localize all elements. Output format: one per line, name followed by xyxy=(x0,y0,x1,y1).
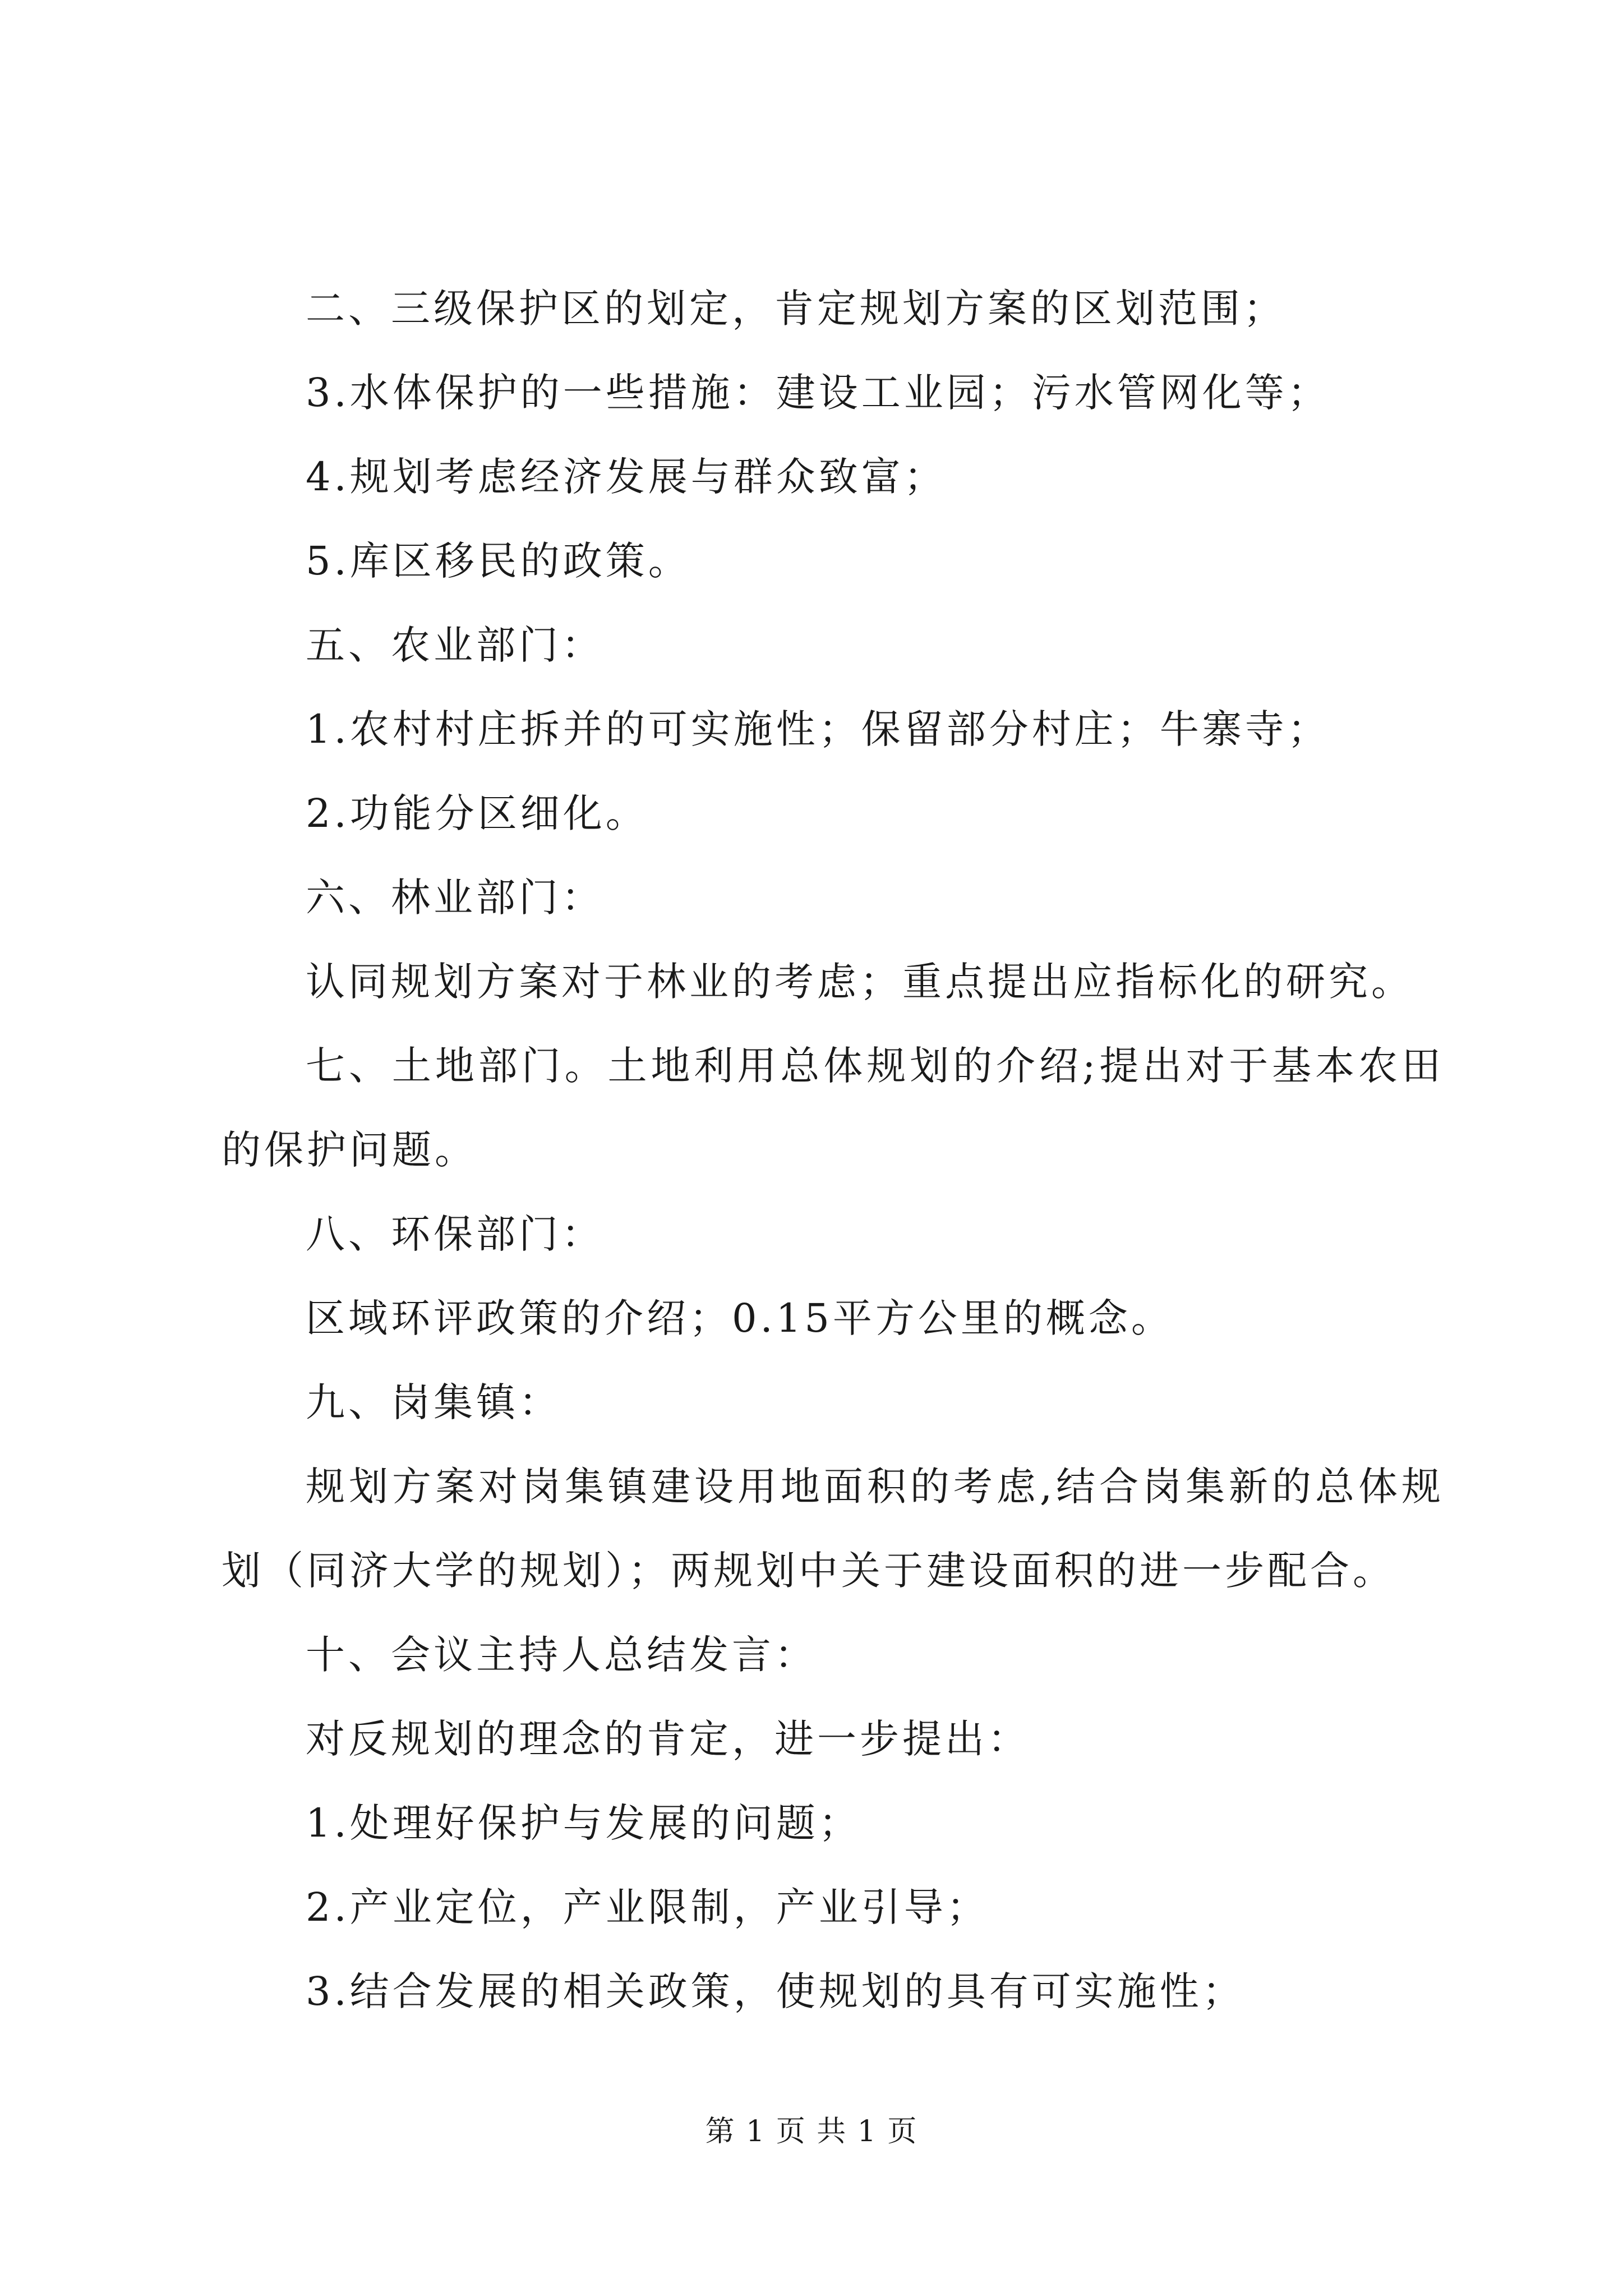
section-heading: 五、农业部门： xyxy=(306,622,604,668)
paragraph: 3.结合发展的相关政策，使规划的具有可实施性； xyxy=(306,1968,1245,2014)
paragraph: 5.库区移民的政策。 xyxy=(306,538,691,584)
paragraph: 认同规划方案对于林业的考虑；重点提出应指标化的研究。 xyxy=(306,959,1414,1005)
paragraph: 4.规划考虑经济发展与群众致富； xyxy=(306,454,947,500)
paragraph: 规划方案对岗集镇建设用地面积的考虑,结合岗集新的总体规划（同济大学的规划）；两规划中关于建设面积的进一步配合。 xyxy=(222,1464,1444,1594)
paragraph: 3.水体保护的一些措施：建设工业园；污水管网化等； xyxy=(306,370,1330,416)
paragraph: 2.产业定位，产业限制，产业引导； xyxy=(306,1884,989,1930)
paragraph: 2.功能分区细化。 xyxy=(306,790,648,836)
paragraph: 1.处理好保护与发展的问题； xyxy=(306,1800,861,1846)
section-heading: 十、会议主持人总结发言： xyxy=(306,1632,817,1678)
paragraph: 1.农村村庄拆并的可实施性；保留部分村庄；牛寨寺； xyxy=(306,706,1330,752)
document-body xyxy=(222,266,1444,2033)
paragraph: 区域环评政策的介绍；0.15平方公里的概念。 xyxy=(306,1295,1174,1341)
paragraph: 二、三级保护区的划定，肯定规划方案的区划范围； xyxy=(306,286,1286,332)
paragraph: 七、土地部门。土地利用总体规划的介绍;提出对于基本农田的保护问题。 xyxy=(222,1043,1444,1173)
section-heading: 八、环保部门： xyxy=(306,1211,604,1257)
section-heading: 九、岗集镇： xyxy=(306,1379,561,1425)
page-footer: 第 1 页 共 1 页 xyxy=(705,2115,918,2148)
section-heading: 六、林业部门： xyxy=(306,875,604,921)
paragraph: 对反规划的理念的肯定，进一步提出： xyxy=(306,1716,1030,1762)
